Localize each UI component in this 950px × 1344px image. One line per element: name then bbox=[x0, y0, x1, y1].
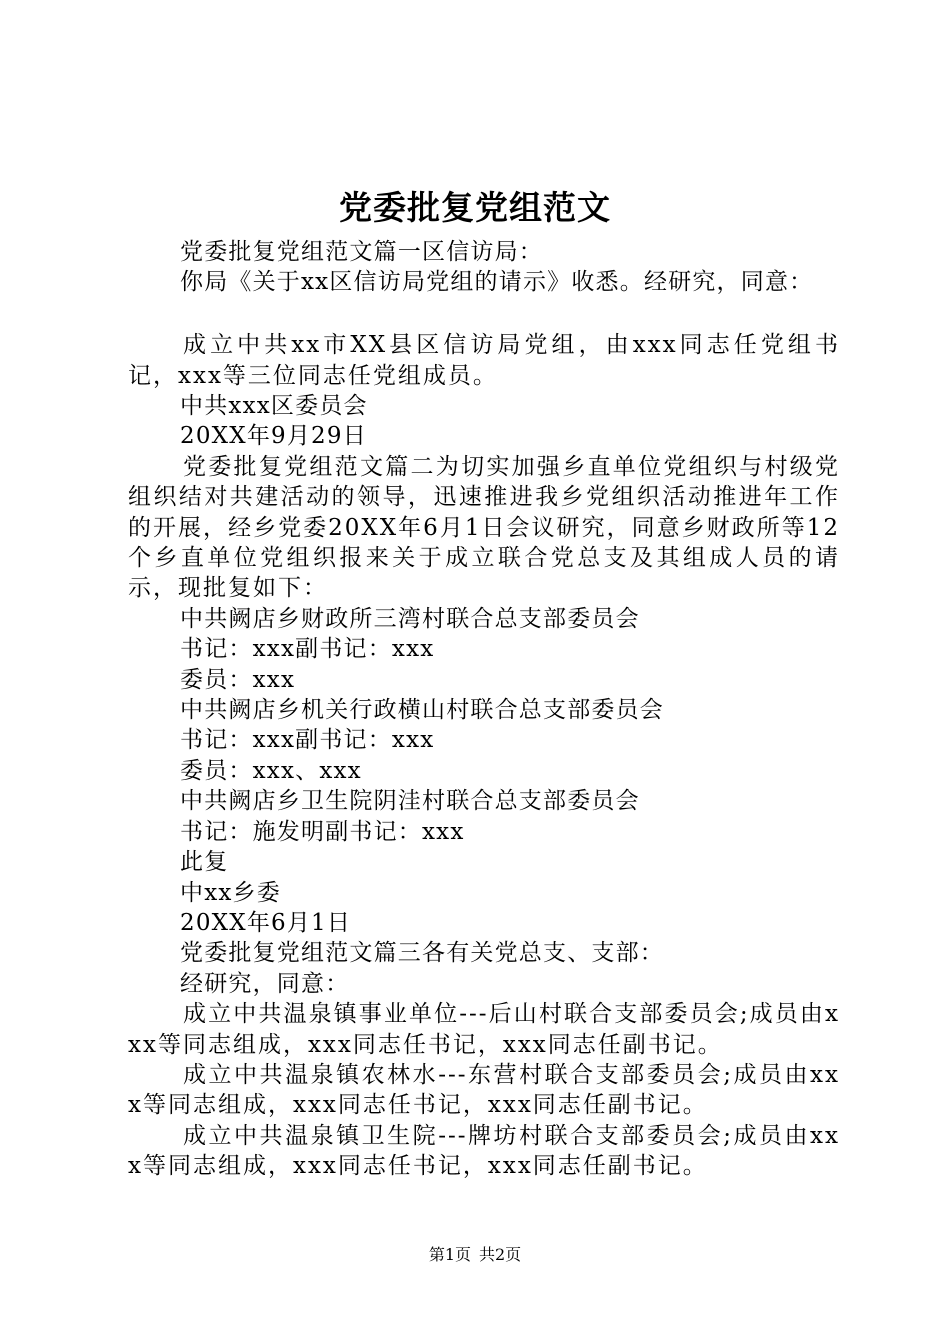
paragraph: 成立中共温泉镇卫生院---牌坊村联合支部委员会;成员由xxx等同志组成，xxx同志任书记，xxx同志任副书记。 bbox=[128, 1122, 840, 1180]
text-line: 中共xxx区委员会 bbox=[180, 393, 368, 420]
page-number: 第1页 bbox=[428, 1245, 471, 1264]
blank-line bbox=[128, 298, 840, 328]
paragraph: 成立中共xx市XX县区信访局党组，由xxx同志任党组书记，xxx等三位同志任党组成员。 bbox=[128, 332, 840, 389]
document-body bbox=[128, 237, 840, 1182]
paragraph: 成立中共温泉镇事业单位---后山村联合支部委员会;成员由xxx等同志组成，xxx同志任书记，xxx同志任副书记。 bbox=[128, 1001, 840, 1058]
text-line: 委员：xxx、xxx bbox=[180, 757, 362, 784]
paragraph: 成立中共温泉镇农林水---东营村联合支部委员会;成员由xxx等同志组成，xxx同志任书记，xxx同志任副书记。 bbox=[128, 1061, 840, 1119]
text-line: 中xx乡委 bbox=[180, 879, 281, 906]
paragraph: 党委批复党组范文篇二为切实加强乡直单位党组织与村级党组织结对共建活动的领导，迅速推进我乡党组织活动推进年工作的开展，经乡党委20XX年6月1日会议研究，同意乡财政所等12个乡直单位党组织报来关于成立联合党总支及其组成人员的请示，现批复如下： bbox=[128, 453, 840, 602]
text-line: 中共阙店乡财政所三湾村联合总支部委员会 bbox=[180, 605, 640, 632]
text-line: 此复 bbox=[180, 849, 229, 876]
text-line: 党委批复党组范文篇三各有关党总支、支部： bbox=[180, 940, 664, 967]
text-line: 经研究，同意： bbox=[180, 970, 350, 997]
text-line: 20XX年6月1日 bbox=[180, 909, 352, 936]
page-footer bbox=[0, 1244, 950, 1266]
page-total: 共2页 bbox=[479, 1245, 522, 1264]
text-line: 你局《关于xx区信访局党组的请示》收悉。经研究，同意： bbox=[180, 269, 814, 296]
text-line: 20XX年9月29日 bbox=[180, 423, 367, 450]
text-line: 中共阙店乡卫生院阴洼村联合总支部委员会 bbox=[180, 788, 640, 815]
document-title: 党委批复党组范文 bbox=[339, 188, 611, 227]
text-line: 党委批复党组范文篇一区信访局： bbox=[180, 239, 543, 265]
text-line: 委员：xxx bbox=[180, 666, 296, 693]
text-line: 书记：xxx副书记：xxx bbox=[180, 636, 435, 663]
text-line: 书记：施发明副书记：xxx bbox=[180, 818, 465, 845]
text-line: 中共阙店乡机关行政横山村联合总支部委员会 bbox=[180, 697, 664, 724]
text-line: 书记：xxx副书记：xxx bbox=[180, 727, 435, 754]
